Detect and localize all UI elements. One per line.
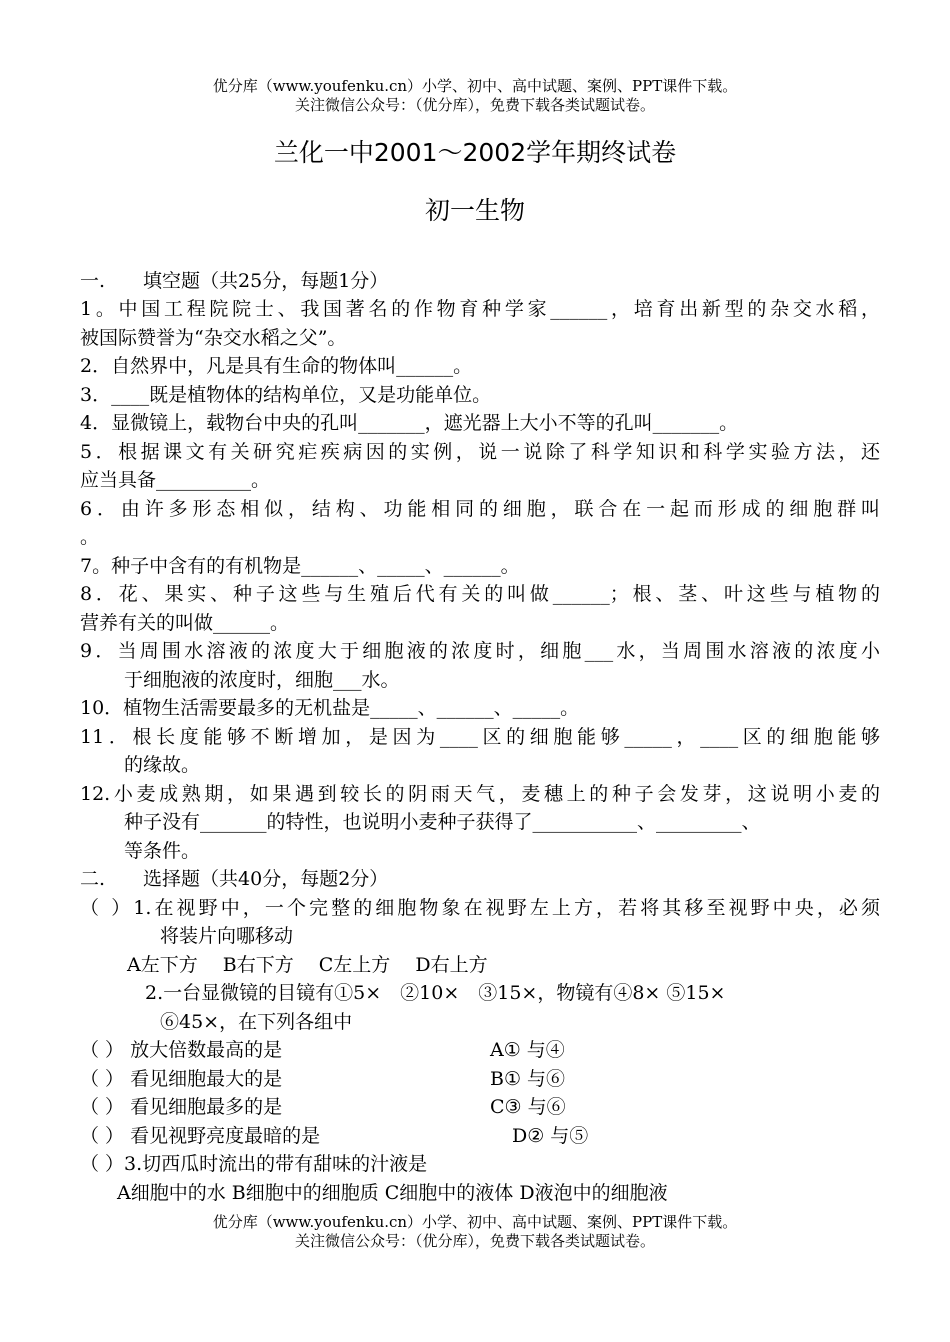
- choice-1-line-2: 将装片向哪移动: [160, 925, 294, 947]
- question-1-line-2: 被国际赞誉为“杂交水稻之父”。: [80, 327, 347, 349]
- exam-subtitle: 初一生物: [424, 196, 525, 225]
- question-8-line-1: 8．花、果实、种子这些与生殖后代有关的叫做______；根、茎、叶这些与植物的: [80, 583, 880, 605]
- question-1-line-1: 1。中国工程院院士、我国著名的作物育种学家______，培育出新型的杂交水稻，: [80, 298, 880, 320]
- question-12-line-2: 种子没有_______的特性，也说明小麦种子获得了___________、_________、: [124, 811, 761, 833]
- header-line-2: 关注微信公众号：（优分库），免费下载各类试题试卷。: [294, 96, 655, 114]
- question-12-line-3: 等条件。: [124, 840, 201, 862]
- subquestion-text: （ ） 看见细胞最多的是: [80, 1096, 283, 1118]
- subquestion-text: （ ） 看见细胞最大的是: [80, 1068, 283, 1090]
- question-3: 3．____既是植物体的结构单位，又是功能单位。: [80, 384, 492, 406]
- footer-line-1: 优分库（www.youfenku.cn）小学、初中、高中试题、案例、PPT课件下载。: [212, 1213, 738, 1231]
- question-9-line-2: 于细胞液的浓度时，细胞___水。: [124, 669, 400, 691]
- choice-3-options: A细胞中的水 B细胞中的细胞质 C细胞中的液体 D液泡中的细胞液: [117, 1182, 668, 1204]
- question-5-line-2: 应当具备__________。: [80, 469, 271, 491]
- choice-2-line-1: 2.一台显微镜的目镜有①5× ②10× ③15×，物镜有④8× ⑤15×: [145, 982, 726, 1004]
- question-12-line-1: 12.小麦成熟期，如果遇到较长的阴雨天气，麦穗上的种子会发芽，这说明小麦的: [80, 783, 880, 805]
- footer-line-2: 关注微信公众号：（优分库），免费下载各类试题试卷。: [294, 1232, 655, 1250]
- exam-title: 兰化一中2001～2002学年期终试卷: [273, 138, 677, 167]
- choice-2-subquestion: [80, 1123, 880, 1149]
- choice-2-line-2: ⑥45×，在下列各组中: [160, 1011, 353, 1033]
- question-11-line-2: 的缘故。: [124, 754, 201, 776]
- subquestion-option: C③ 与⑥: [490, 1096, 566, 1118]
- question-6-line-1: 6．由许多形态相似，结构、功能相同的细胞，联合在一起而形成的细胞群叫: [80, 498, 880, 520]
- section-heading-choice: 二. 选择题（共40分，每题2分）: [80, 868, 389, 890]
- choice-3-stem: （ ）3.切西瓜时流出的带有甜味的汁液是: [80, 1153, 428, 1175]
- subquestion-option: D② 与⑤: [512, 1125, 589, 1147]
- question-11-line-1: 11．根长度能够不断增加，是因为____区的细胞能够_____，____区的细胞能够: [80, 726, 880, 748]
- question-7: 7。种子中含有的有机物是______、_____、______。: [80, 555, 520, 577]
- section-heading-fill: 一. 填空题（共25分，每题1分）: [80, 270, 389, 292]
- question-5-line-1: 5．根据课文有关研究疟疾病因的实例，说一说除了科学知识和科学实验方法，还: [80, 441, 880, 463]
- question-10: 10．植物生活需要最多的无机盐是_____、______、_____。: [80, 697, 580, 719]
- subquestion-option: B① 与⑥: [490, 1068, 566, 1090]
- subquestion-option: A① 与④: [490, 1039, 565, 1061]
- subquestion-text: （ ） 放大倍数最高的是: [80, 1039, 283, 1061]
- question-4: 4．显微镜上，载物台中央的孔叫_______，遮光器上大小不等的孔叫_______。: [80, 412, 739, 434]
- question-8-line-2: 营养有关的叫做______。: [80, 612, 290, 634]
- choice-1-options: A左下方 B右下方 C左上方 D右上方: [127, 954, 488, 976]
- choice-2-subquestion: [80, 1037, 880, 1063]
- subquestion-text: （ ） 看见视野亮度最暗的是: [80, 1125, 321, 1147]
- choice-1-line-1: （ ）1.在视野中，一个完整的细胞物象在视野左上方，若将其移至视野中央，必须: [80, 897, 880, 919]
- choice-2-subquestion: [80, 1066, 880, 1092]
- question-6-line-2: 。: [80, 526, 100, 548]
- question-2: 2．自然界中，凡是具有生命的物体叫______。: [80, 355, 473, 377]
- choice-2-subquestion: [80, 1094, 880, 1120]
- header-line-1: 优分库（www.youfenku.cn）小学、初中、高中试题、案例、PPT课件下载。: [212, 77, 738, 95]
- question-9-line-1: 9．当周围水溶液的浓度大于细胞液的浓度时，细胞___水，当周围水溶液的浓度小: [80, 640, 880, 662]
